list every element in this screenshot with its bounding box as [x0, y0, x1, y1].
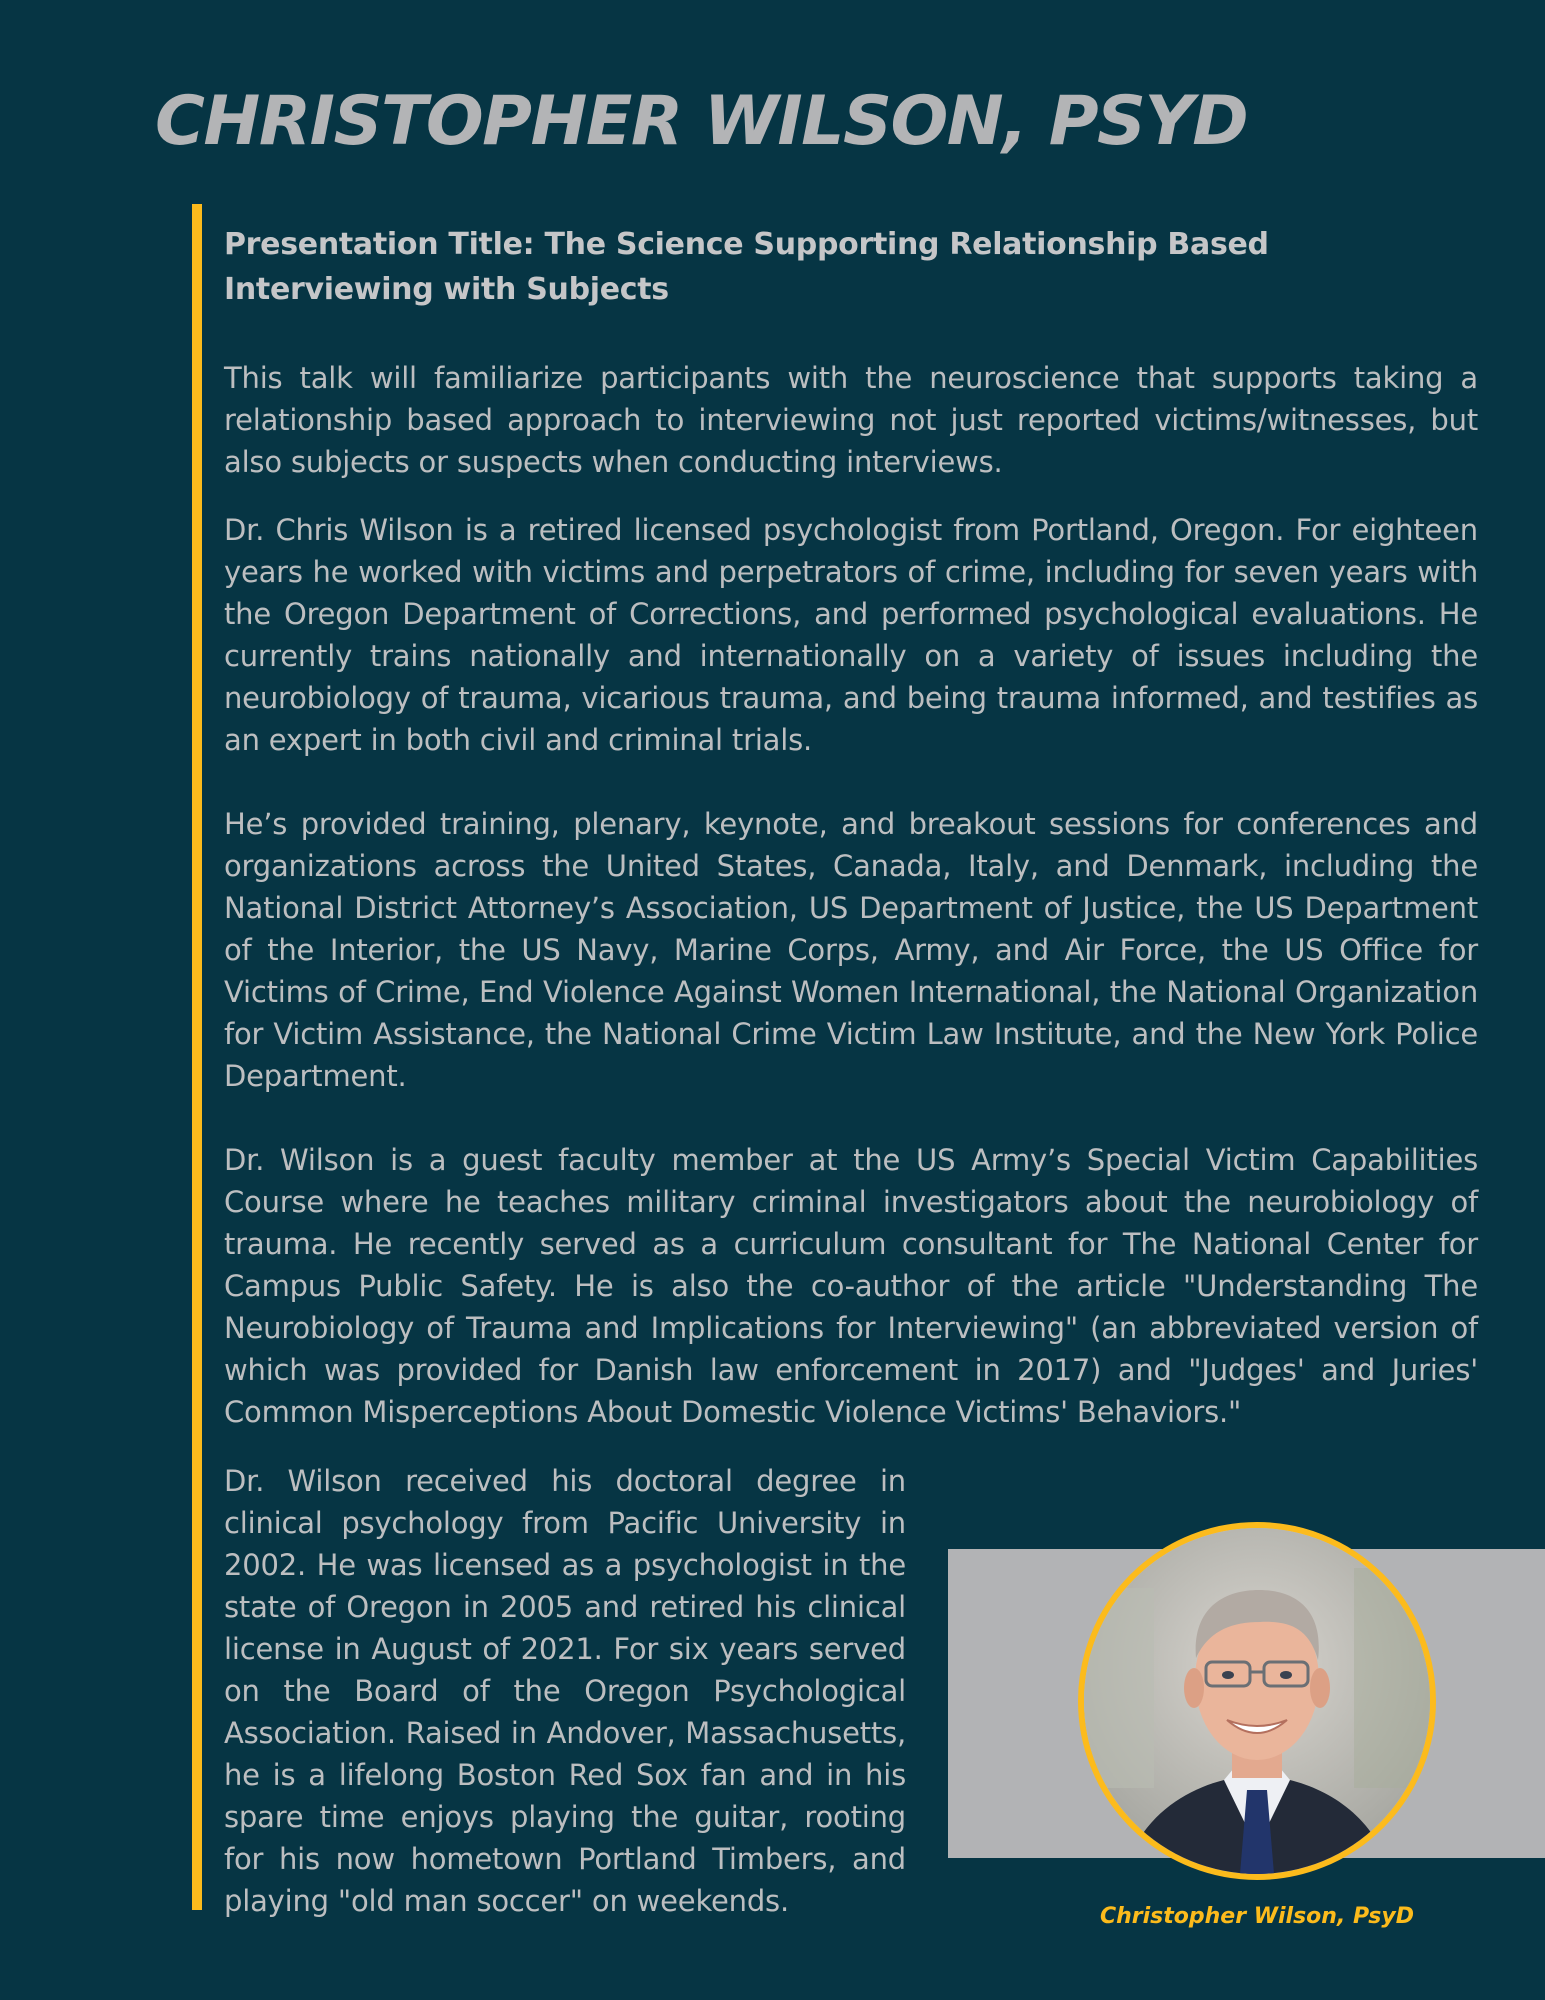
main-content	[224, 222, 1478, 1433]
speaker-photo	[1078, 1522, 1436, 1880]
bio-paragraph-2: He’s provided training, plenary, keynote, and breakout sessions for conferences and organizations across the United States, Canada, Italy, and Denmark, including the National District Attorney’s Association, US Department of Justice, the US Department of the Interior, the US Navy, Marine Corps, Army, and Air Force, the US Office for Victims of Crime, End Violence Against Women International, the National Organization for Victim Assistance, the National Crime Victim Law Institute, and the New York Police Department.	[224, 807, 1478, 1093]
portrait-illustration	[1084, 1528, 1430, 1874]
bio-paragraph-1: Dr. Chris Wilson is a retired licensed psychologist from Portland, Oregon. For eighteen years he worked with victims and perpetrators of crime, including for seven years with the Oregon Department of Corrections, and performed psychological evaluations. He currently trains nationally and internationally on a variety of issues including the neurobiology of trauma, vicarious trauma, and being trauma informed, and testifies as an expert in both civil and criminal trials.	[224, 513, 1478, 757]
bio-paragraph-3: Dr. Wilson is a guest faculty member at the US Army’s Special Victim Capabilities Course where he teaches military criminal investigators about the neurobiology of trauma. He recently served as a curriculum consultant for The National Center for Campus Public Safety. He is also the co-author of the article "Understanding The Neurobiology of Trauma and Implications for Interviewing" (an abbreviated version of which was provided for Danish law enforcement in 2017) and "Judges' and Juries' Common Misperceptions About Domestic Violence Victims' Behaviors."	[224, 1143, 1478, 1429]
presentation-title: Presentation Title: The Science Supporting Relationship Based Interviewing with Subjects	[224, 227, 1269, 307]
photo-caption: Christopher Wilson, PsyD	[1099, 1904, 1415, 1929]
speaker-name-heading: CHRISTOPHER WILSON, PSYD	[155, 82, 1248, 161]
bio-paragraph-4: Dr. Wilson received his doctoral degree in clinical psychology from Pacific University in 2002. He was licensed as a psychologist in the state of Oregon in 2005 and retired his clinical license in August of 2021. For six years served on the Board of the Oregon Psychological Association. Raised in Andover, Massachusetts, he is a lifelong Boston Red Sox fan and in his spare time enjoys playing the guitar, rooting for his now hometown Portland Timbers, and playing "old man soccer" on weekends.	[224, 1464, 906, 1918]
accent-bar	[192, 204, 202, 1910]
talk-description: This talk will familiarize participants with the neuroscience that supports taking a relationship based approach to interviewing not just reported victims/witnesses, but also subjects or suspects when conducting interviews.	[224, 361, 1478, 479]
